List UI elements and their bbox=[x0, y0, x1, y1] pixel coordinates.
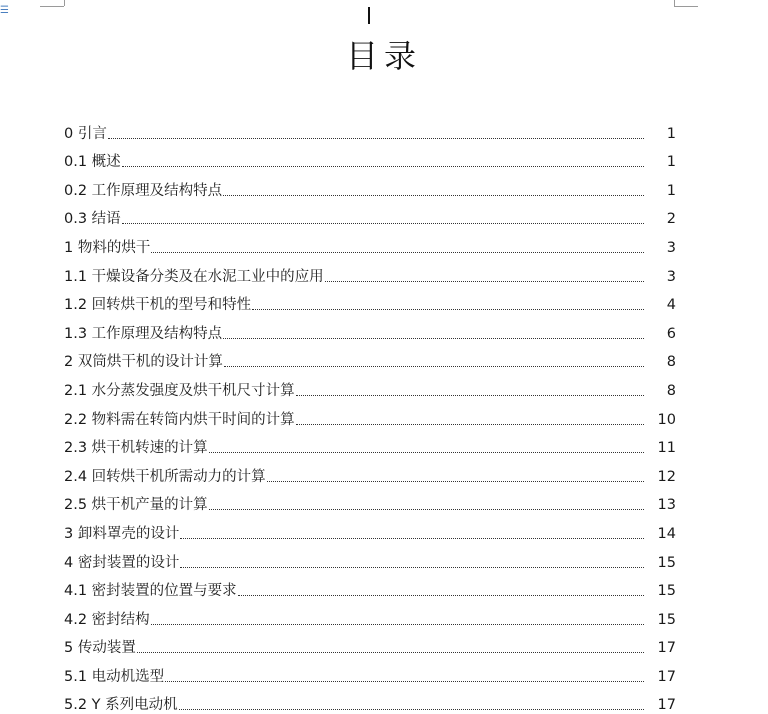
toc-dot-leader bbox=[296, 395, 644, 396]
toc-entry[interactable] bbox=[64, 314, 676, 343]
toc-entry[interactable] bbox=[64, 600, 676, 629]
toc-dot-leader bbox=[224, 366, 644, 367]
text-cursor bbox=[368, 7, 370, 24]
toc-entry-title: 2.3 烘干机转速的计算 bbox=[64, 440, 208, 457]
toc-entry-title: 4 密封装置的设计 bbox=[64, 554, 180, 571]
toc-page-number: 11 bbox=[657, 440, 676, 457]
toc-entry-title: 5.2 Y 系列电动机 bbox=[64, 697, 178, 714]
toc-page-number: 15 bbox=[657, 611, 676, 628]
toc-dot-leader bbox=[267, 481, 644, 482]
toc-entry[interactable] bbox=[64, 200, 676, 229]
toc-entry-title: 0.2 工作原理及结构特点 bbox=[64, 182, 223, 199]
table-of-contents bbox=[64, 114, 676, 714]
toc-page-number: 2 bbox=[666, 211, 676, 228]
toc-dot-leader bbox=[151, 252, 644, 253]
toc-entry[interactable] bbox=[64, 286, 676, 315]
toc-entry[interactable] bbox=[64, 457, 676, 486]
toc-entry[interactable] bbox=[64, 657, 676, 686]
page-corner-mark bbox=[674, 6, 698, 7]
toc-dot-leader bbox=[122, 223, 644, 224]
toc-page-number: 8 bbox=[666, 354, 676, 371]
toc-entry[interactable] bbox=[64, 429, 676, 458]
toc-entry-title: 0.3 结语 bbox=[64, 211, 121, 228]
toc-page-number: 3 bbox=[666, 239, 676, 256]
toc-entry[interactable] bbox=[64, 171, 676, 200]
toc-page-number: 8 bbox=[666, 382, 676, 399]
toc-entry[interactable] bbox=[64, 143, 676, 172]
toc-entry-title: 2.4 回转烘干机所需动力的计算 bbox=[64, 468, 266, 485]
toc-dot-leader bbox=[252, 309, 644, 310]
toc-entry-title: 2 双筒烘干机的设计计算 bbox=[64, 354, 223, 371]
toc-dot-leader bbox=[238, 595, 644, 596]
toc-entry-title: 1.3 工作原理及结构特点 bbox=[64, 325, 223, 342]
toc-page-number: 1 bbox=[666, 154, 676, 171]
toc-entry-title: 4.2 密封结构 bbox=[64, 611, 150, 628]
toc-dot-leader bbox=[151, 624, 644, 625]
toc-page-number: 3 bbox=[666, 268, 676, 285]
toc-entry[interactable] bbox=[64, 629, 676, 658]
toc-page-number: 14 bbox=[657, 525, 676, 542]
toc-entry[interactable] bbox=[64, 514, 676, 543]
toc-entry-title: 2.5 烘干机产量的计算 bbox=[64, 497, 208, 514]
toc-page-number: 1 bbox=[666, 125, 676, 142]
toc-entry[interactable] bbox=[64, 114, 676, 143]
page-corner-mark bbox=[64, 0, 65, 6]
toc-entry[interactable] bbox=[64, 686, 676, 714]
toc-dot-leader bbox=[223, 195, 644, 196]
toc-dot-leader bbox=[209, 509, 644, 510]
page-title: 目录 bbox=[345, 37, 422, 75]
toc-entry[interactable] bbox=[64, 371, 676, 400]
toc-entry[interactable] bbox=[64, 257, 676, 286]
toc-entry-title: 4.1 密封装置的位置与要求 bbox=[64, 583, 237, 600]
toc-page-number: 12 bbox=[657, 468, 676, 485]
toc-entry-title: 1.1 干燥设备分类及在水泥工业中的应用 bbox=[64, 268, 324, 285]
toc-entry-title: 3 卸料罩壳的设计 bbox=[64, 525, 180, 542]
toc-page-number: 17 bbox=[657, 668, 676, 685]
page-corner-mark bbox=[674, 0, 675, 6]
page-corner-mark bbox=[40, 6, 64, 7]
toc-page-number: 17 bbox=[657, 640, 676, 657]
toc-dot-leader bbox=[180, 538, 644, 539]
toc-entry-title: 2.1 水分蒸发强度及烘干机尺寸计算 bbox=[64, 382, 295, 399]
toc-page-number: 17 bbox=[657, 697, 676, 714]
toc-entry-title: 1.2 回转烘干机的型号和特性 bbox=[64, 297, 252, 314]
toc-entry-title: 0.1 概述 bbox=[64, 154, 121, 171]
toc-entry-title: 5.1 电动机选型 bbox=[64, 668, 165, 685]
toc-dot-leader bbox=[296, 424, 644, 425]
toc-page-number: 15 bbox=[657, 554, 676, 571]
toc-page-number: 1 bbox=[666, 182, 676, 199]
toc-page-number: 13 bbox=[657, 497, 676, 514]
toc-dot-leader bbox=[165, 681, 644, 682]
toc-entry[interactable] bbox=[64, 228, 676, 257]
toc-dot-leader bbox=[180, 567, 644, 568]
toc-entry[interactable] bbox=[64, 400, 676, 429]
toc-entry[interactable] bbox=[64, 572, 676, 601]
toc-entry-title: 5 传动装置 bbox=[64, 640, 136, 657]
toc-page-number: 15 bbox=[657, 583, 676, 600]
toc-entry[interactable] bbox=[64, 343, 676, 372]
toc-page-number: 6 bbox=[666, 325, 676, 342]
nav-pane-icon[interactable]: ☰ bbox=[0, 5, 9, 16]
toc-page-number: 10 bbox=[657, 411, 676, 428]
toc-dot-leader bbox=[108, 138, 644, 139]
toc-dot-leader bbox=[223, 338, 644, 339]
toc-entry-title: 1 物料的烘干 bbox=[64, 239, 151, 256]
toc-dot-leader bbox=[137, 652, 644, 653]
toc-entry[interactable] bbox=[64, 486, 676, 515]
toc-dot-leader bbox=[325, 281, 644, 282]
toc-entry-title: 0 引言 bbox=[64, 125, 107, 142]
toc-entry[interactable] bbox=[64, 543, 676, 572]
toc-entry-title: 2.2 物料需在转筒内烘干时间的计算 bbox=[64, 411, 295, 428]
toc-dot-leader bbox=[122, 166, 644, 167]
toc-dot-leader bbox=[179, 709, 644, 710]
toc-page-number: 4 bbox=[666, 297, 676, 314]
toc-dot-leader bbox=[209, 452, 644, 453]
